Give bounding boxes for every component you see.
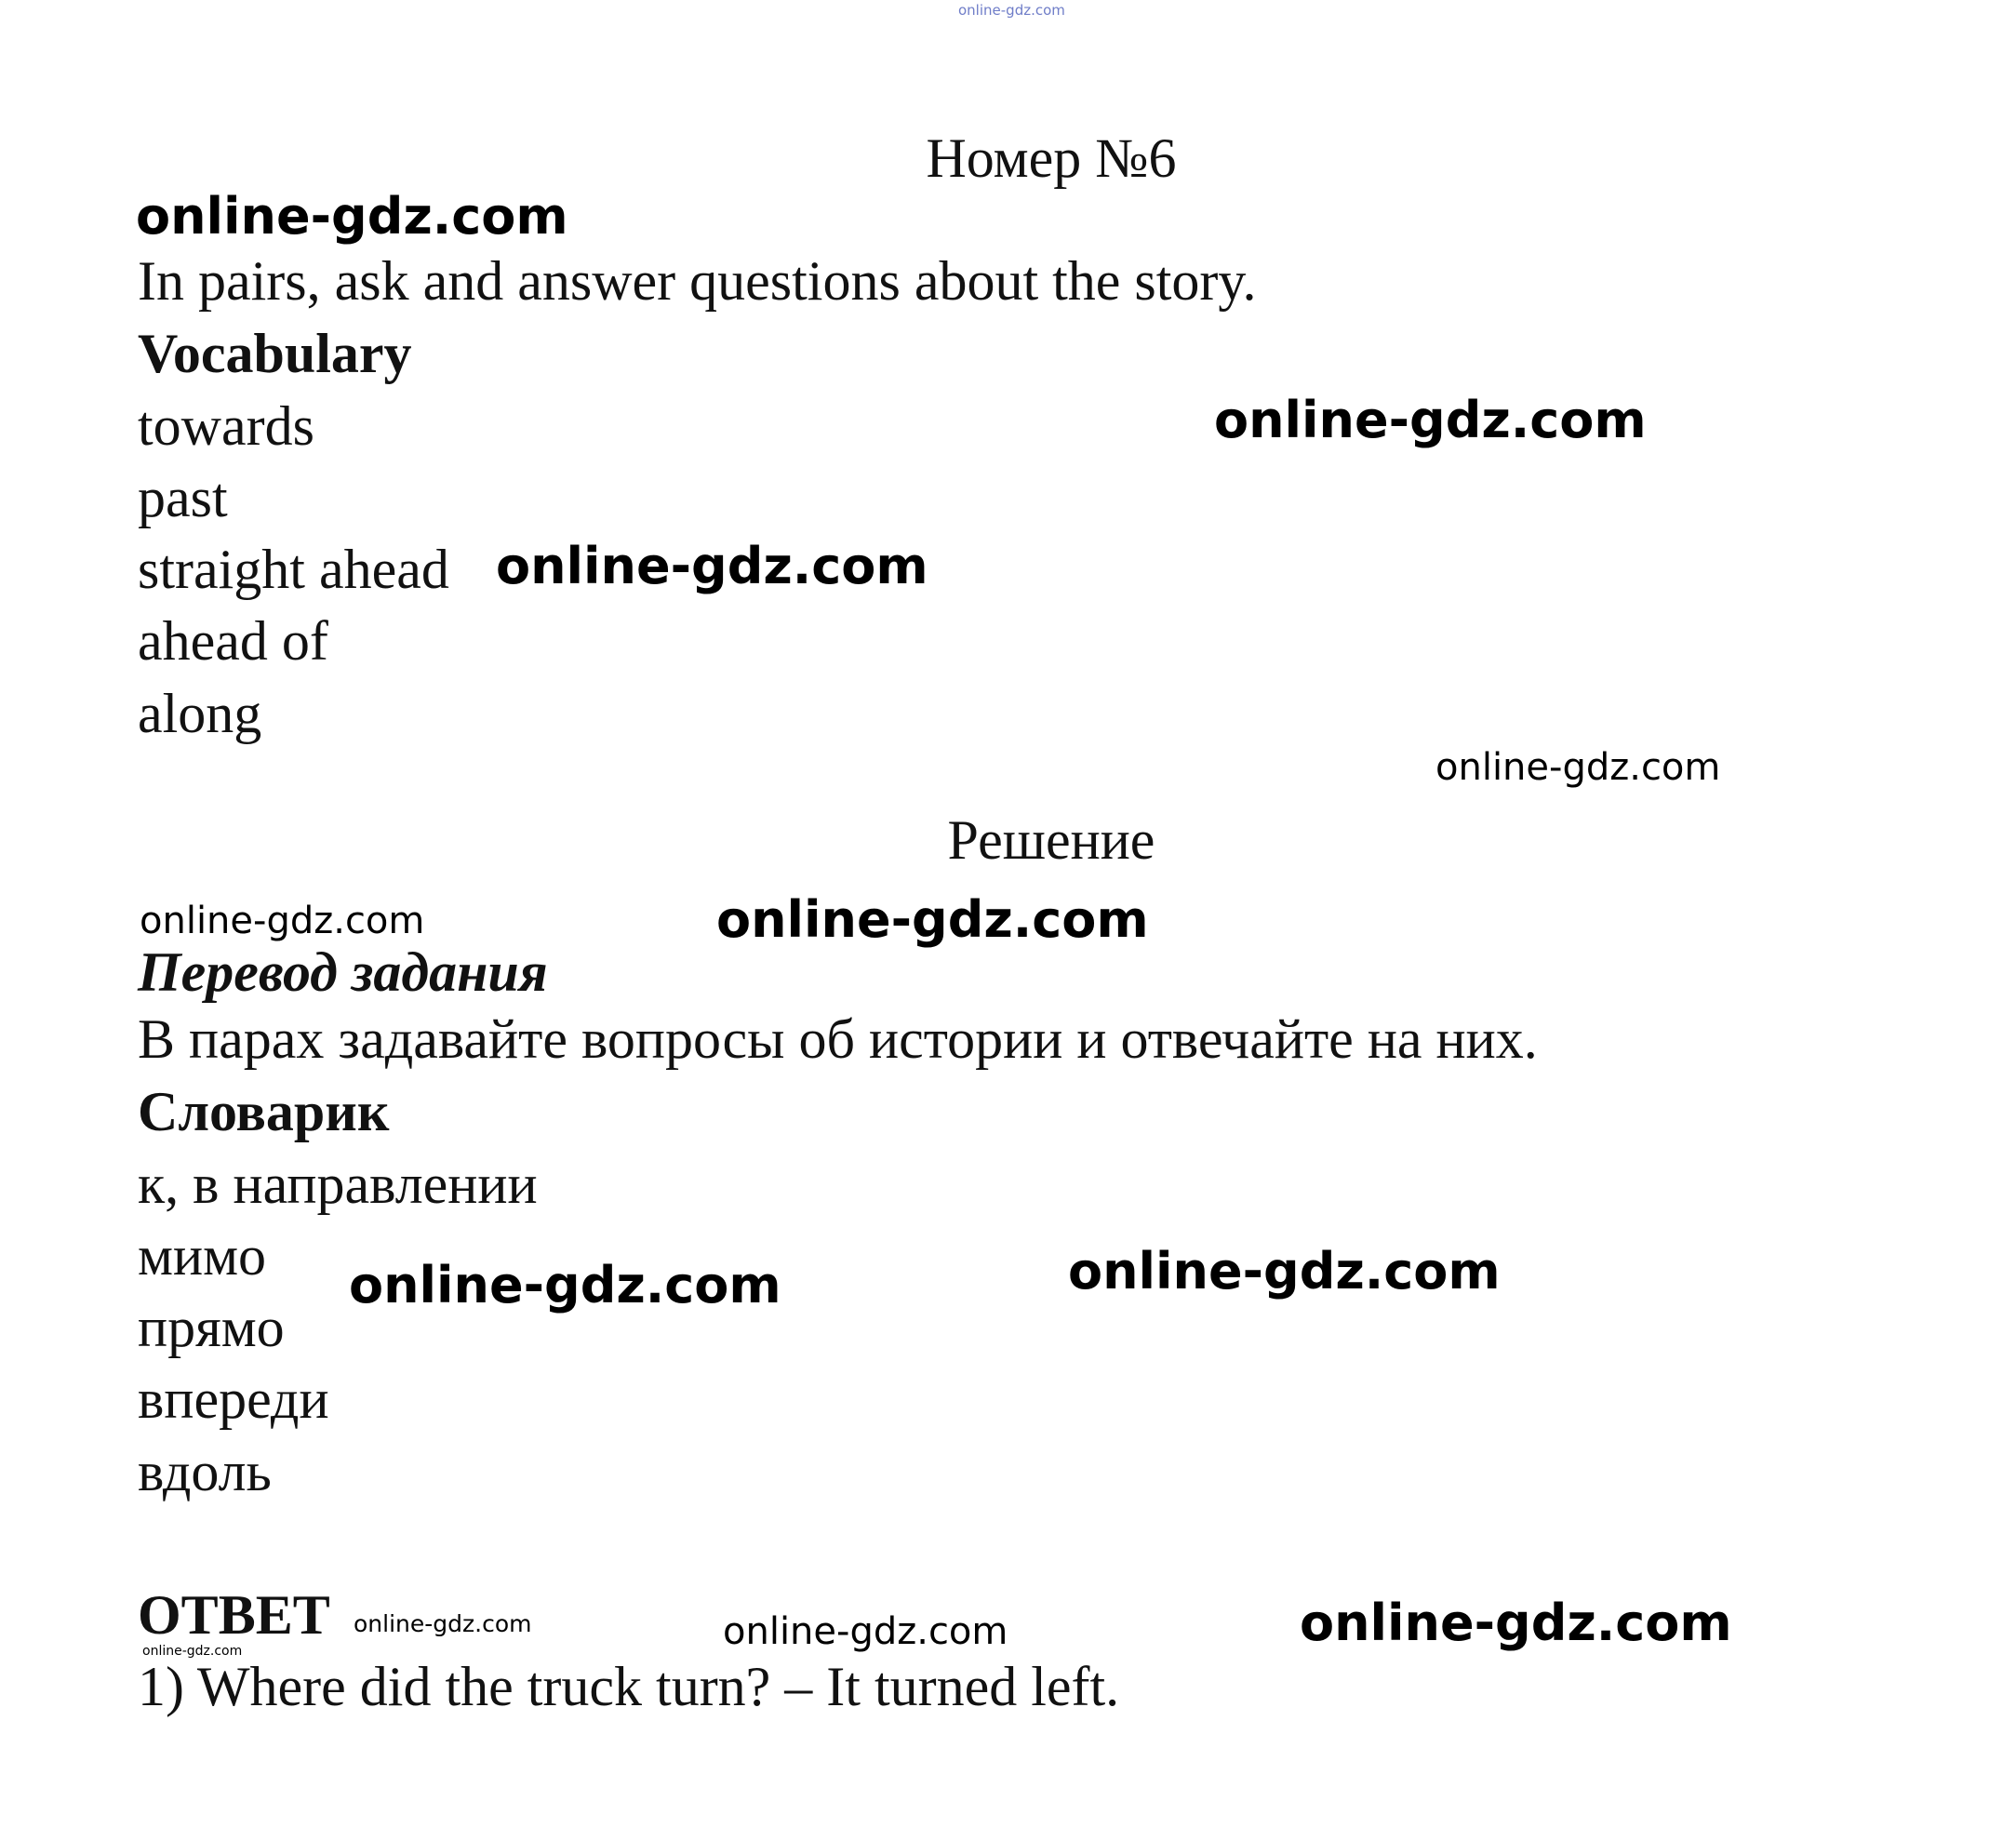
watermark: online-gdz.com <box>1214 391 1647 449</box>
watermark: online-gdz.com <box>140 900 425 942</box>
watermark: online-gdz.com <box>723 1610 1008 1653</box>
watermark: online-gdz.com <box>136 187 568 246</box>
dictionary-item: к, в направлении <box>138 1154 538 1215</box>
task-text: In pairs, ask and answer questions about the story. <box>138 250 1257 312</box>
vocabulary-item: straight ahead <box>138 539 449 600</box>
vocabulary-item: ahead of <box>138 610 328 672</box>
dictionary-item: вдоль <box>138 1441 272 1502</box>
watermark: online-gdz.com <box>142 1644 243 1659</box>
watermark: online-gdz.com <box>349 1256 781 1314</box>
watermark: online-gdz.com <box>1300 1594 1732 1652</box>
translation-heading: Перевод задания <box>138 941 548 1003</box>
watermark: online-gdz.com <box>1068 1242 1501 1301</box>
watermark: online-gdz.com <box>354 1610 532 1637</box>
watermark-top: online-gdz.com <box>958 2 1065 19</box>
dictionary-item: мимо <box>138 1225 267 1287</box>
solution-heading: Решение <box>947 809 1155 871</box>
page-title: Номер №6 <box>926 127 1177 189</box>
vocabulary-item: towards <box>138 395 314 457</box>
dictionary-item: прямо <box>138 1297 285 1358</box>
watermark: online-gdz.com <box>496 537 928 595</box>
watermark: online-gdz.com <box>716 890 1149 949</box>
dictionary-heading: Словарик <box>138 1081 390 1142</box>
translation-text: В парах задавайте вопросы об истории и отвечайте на них. <box>138 1008 1538 1070</box>
vocabulary-heading: Vocabulary <box>138 323 412 384</box>
answer-heading: ОТВЕТ <box>138 1584 330 1646</box>
vocabulary-item: past <box>138 467 228 528</box>
dictionary-item: впереди <box>138 1368 329 1430</box>
vocabulary-item: along <box>138 683 262 744</box>
answer-item: 1) Where did the truck turn? – It turned left. <box>138 1656 1120 1717</box>
watermark: online-gdz.com <box>1435 746 1721 789</box>
